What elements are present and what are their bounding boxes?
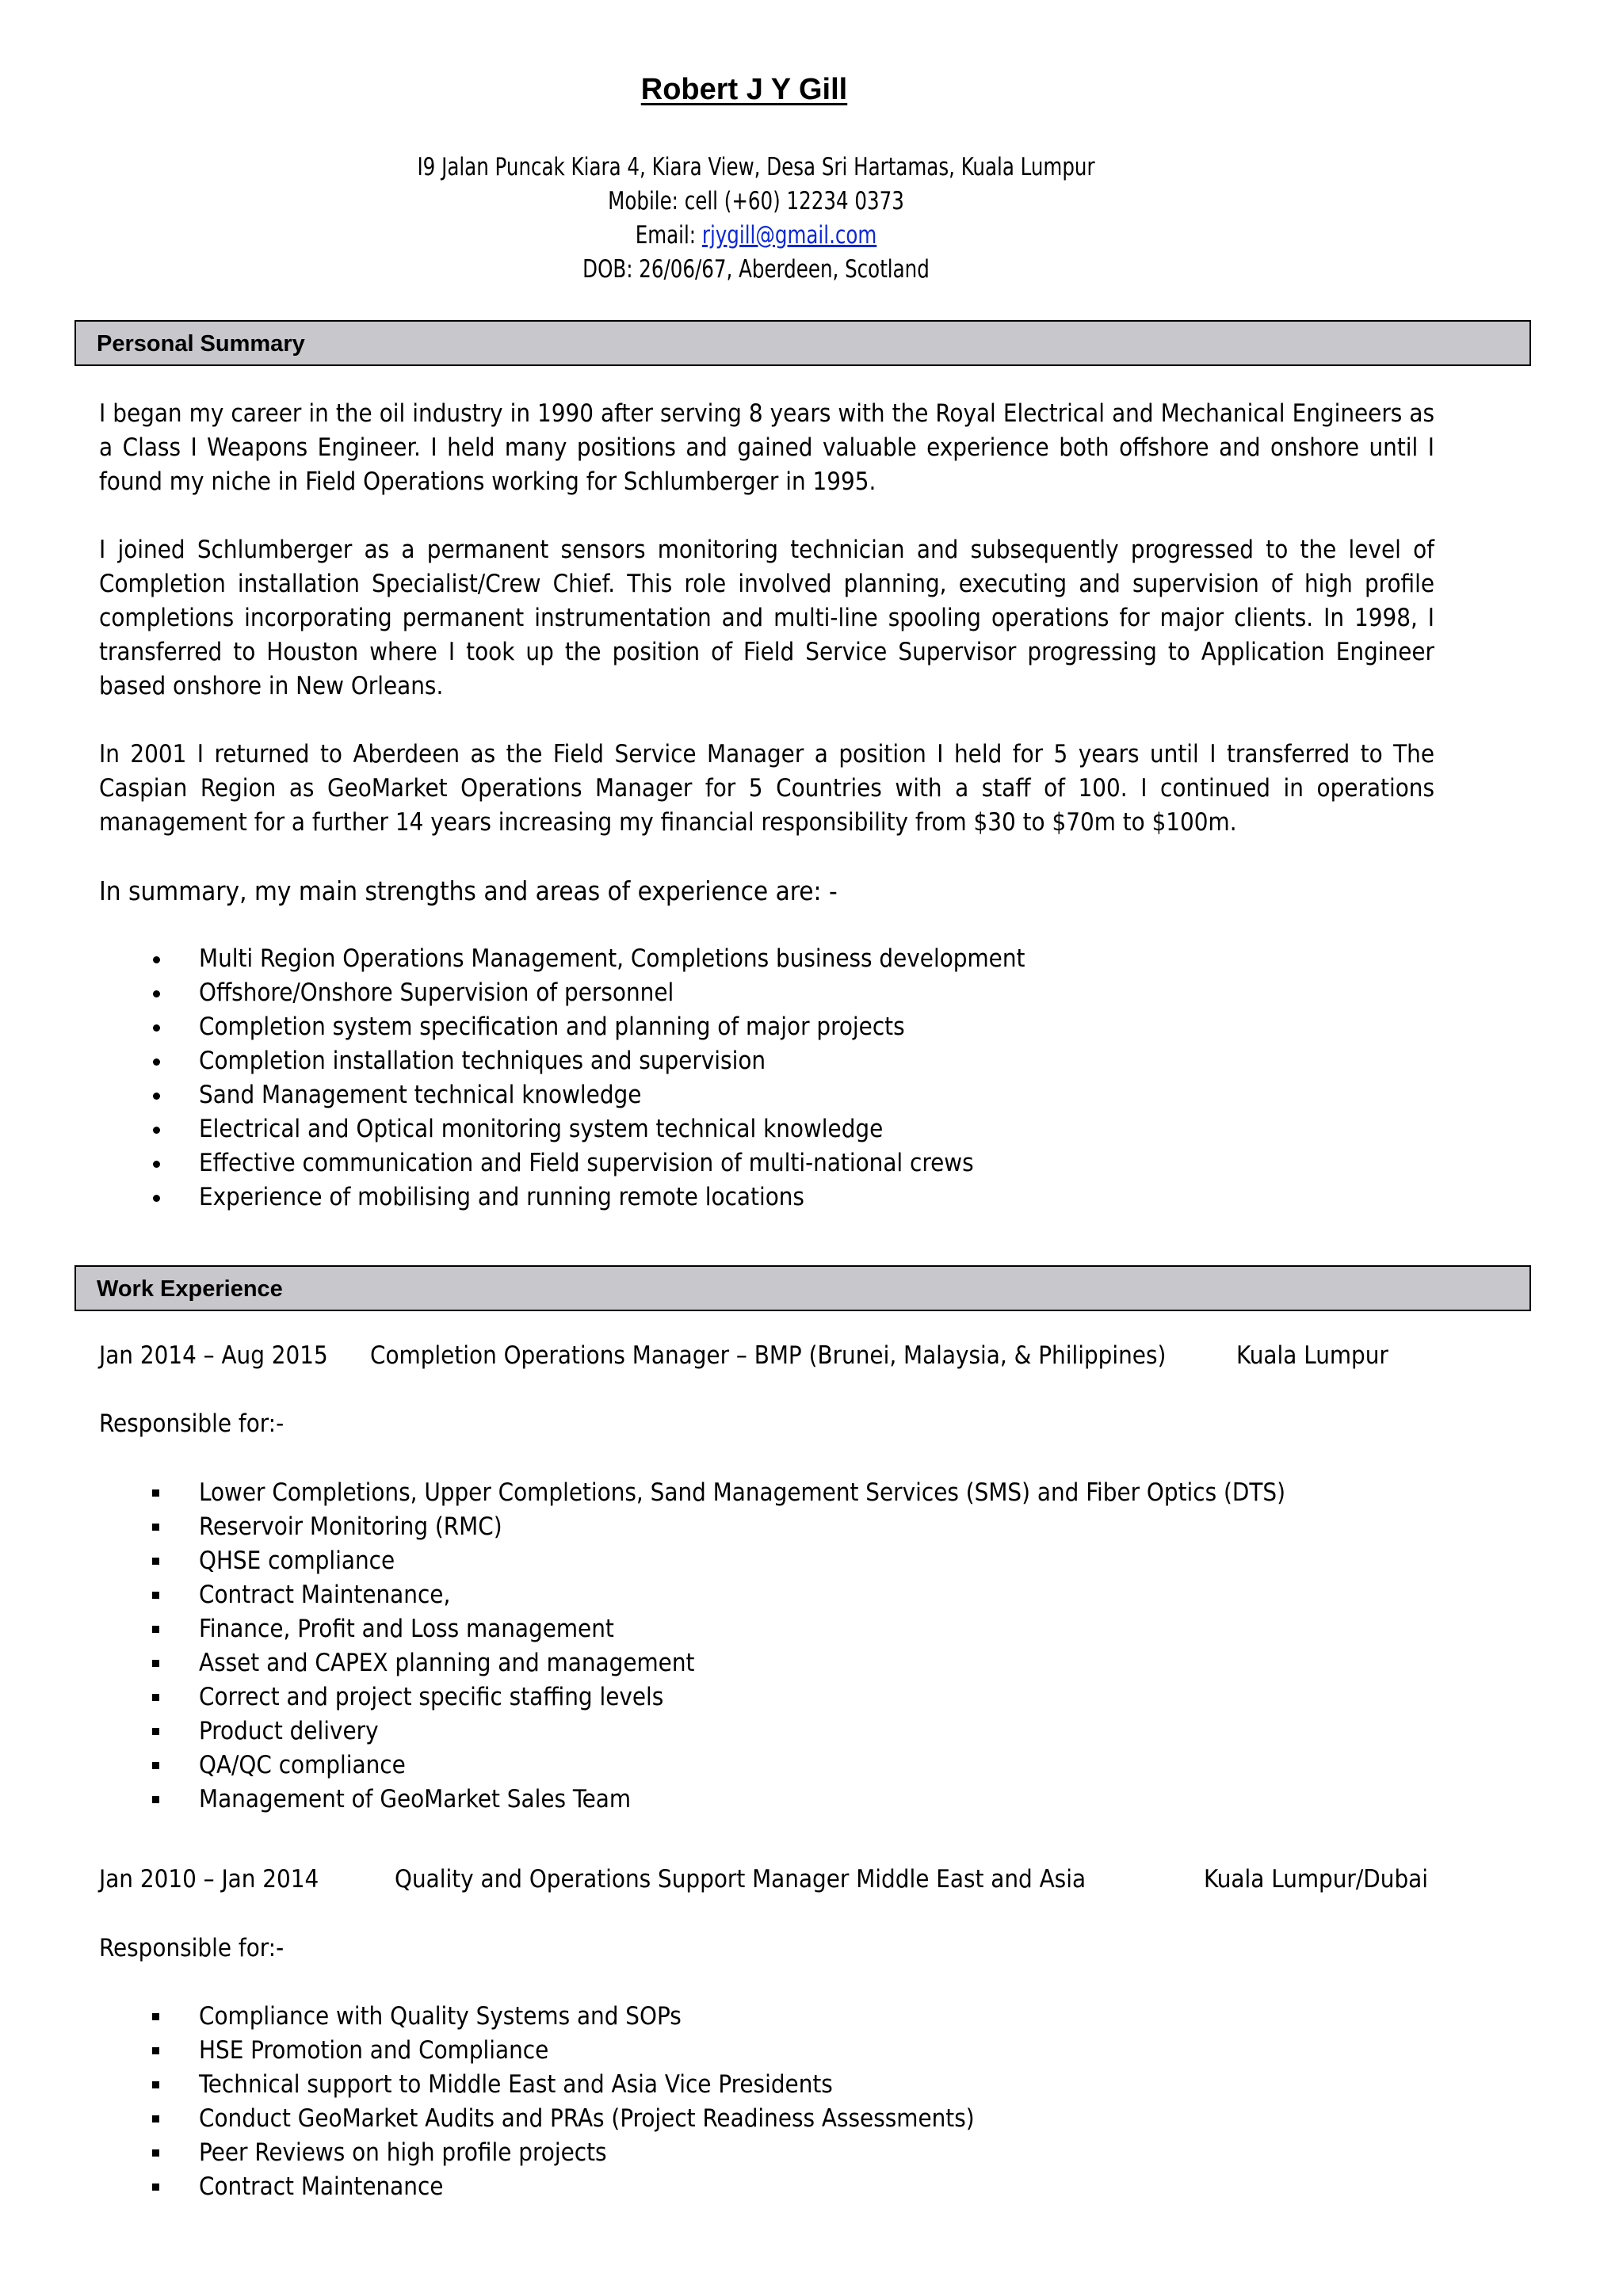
list-item: Management of GeoMarket Sales Team [99, 1783, 1446, 1817]
list-item: Experience of mobilising and running remote locations [99, 1180, 1434, 1215]
list-item: Peer Reviews on high profile projects [99, 2136, 1446, 2170]
mobile-line: Mobile: cell (+60) 12234 0373 [608, 187, 904, 215]
list-item: Reservoir Monitoring (RMC) [99, 1510, 1446, 1544]
work-experience-heading: Work Experience [74, 1265, 1531, 1311]
list-item: Sand Management technical knowledge [99, 1078, 1434, 1112]
email-link[interactable]: rjygill@gmail.com [701, 221, 877, 250]
job-title: Completion Operations Manager – BMP (Brunei, Malaysia, & Philippines) [370, 1341, 1167, 1370]
job-dates: Jan 2014 – Aug 2015 [99, 1341, 328, 1370]
job-title: Quality and Operations Support Manager Middle East and Asia [395, 1865, 1086, 1894]
dob-line: DOB: 26/06/67, Aberdeen, Scotland [582, 255, 930, 284]
list-item: Contract Maintenance [99, 2170, 1446, 2204]
email-line [90, 219, 1421, 253]
job-dates: Jan 2010 – Jan 2014 [99, 1865, 319, 1894]
list-item: Offshore/Onshore Supervision of personnel [99, 976, 1434, 1010]
list-item: Product delivery [99, 1714, 1446, 1749]
personal-summary-body [99, 397, 1434, 1215]
list-item: Technical support to Middle East and Asia Vice Presidents [99, 2068, 1446, 2102]
list-item: Effective communication and Field supervision of multi-national crews [99, 1146, 1434, 1180]
list-item: Finance, Profit and Loss management [99, 1612, 1446, 1646]
list-item: Contract Maintenance, [99, 1578, 1446, 1612]
list-item: Completion installation techniques and supervision [99, 1044, 1434, 1078]
list-item: HSE Promotion and Compliance [99, 2034, 1446, 2068]
list-item: QHSE compliance [99, 1544, 1446, 1578]
list-item: Lower Completions, Upper Completions, Sand Management Services (SMS) and Fiber Optics (DTS) [99, 1476, 1446, 1510]
list-item: QA/QC compliance [99, 1749, 1446, 1783]
list-item: Correct and project specific staffing levels [99, 1680, 1446, 1714]
list-item: Conduct GeoMarket Audits and PRAs (Project Readiness Assessments) [99, 2102, 1446, 2136]
summary-paragraph: I began my career in the oil industry in 1990 after serving 8 years with the Royal Electrical and Mechanical Engineers as a Class I Weapons Engineer. I held many positions and gained valuable experience both offshore and onshore until I found my niche in Field Operations working for Schlumberger in 1995. [99, 399, 1434, 496]
list-item: Asset and CAPEX planning and management [99, 1646, 1446, 1680]
job-duties-list [0, 1476, 1446, 1817]
candidate-name: Robert J Y Gill [640, 73, 848, 106]
email-label: Email: [635, 221, 702, 250]
summary-paragraph: I joined Schlumberger as a permanent sensors monitoring technician and subsequently progressed to the level of Completion installation Specialist/Crew Chief. This role involved planning, executing and supervision of high profile completions incorporating permanent instrumentation and multi-line spooling operations for major clients. In 1998, I transferred to Houston where I took up the position of Field Service Supervisor progressing to Application Engineer based onshore in New Orleans. [99, 536, 1434, 700]
strengths-list [0, 942, 1434, 1215]
personal-summary-heading: Personal Summary [74, 320, 1531, 366]
list-item: Multi Region Operations Management, Completions business development [99, 942, 1434, 976]
list-item: Electrical and Optical monitoring system technical knowledge [99, 1112, 1434, 1146]
address-line: I9 Jalan Puncak Kiara 4, Kiara View, Desa Sri Hartamas, Kuala Lumpur [417, 153, 1095, 181]
job-location: Kuala Lumpur [1236, 1341, 1388, 1370]
job-location: Kuala Lumpur/Dubai [1204, 1865, 1428, 1894]
responsible-label: Responsible for:- [99, 1934, 285, 1962]
job-duties-list [0, 2000, 1446, 2204]
list-item: Compliance with Quality Systems and SOPs [99, 2000, 1446, 2034]
list-item: Completion system specification and planning of major projects [99, 1010, 1434, 1044]
strengths-heading: In summary, my main strengths and areas of experience are: - [99, 875, 838, 906]
responsible-label: Responsible for:- [99, 1409, 285, 1438]
summary-paragraph: In 2001 I returned to Aberdeen as the Field Service Manager a position I held for 5 years until I transferred to The Caspian Region as GeoMarket Operations Manager for 5 Countries with a staff of 100. I continued in operations management for a further 14 years increasing my financial responsibility from $30 to $70m to $100m. [99, 740, 1434, 837]
